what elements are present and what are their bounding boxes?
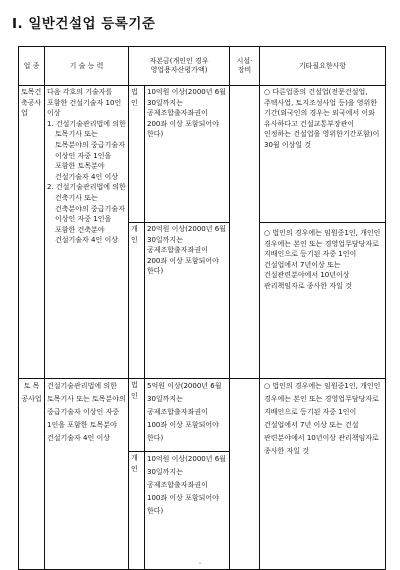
type-cell: 토목건축공사업: [19, 86, 45, 379]
facility-cell: [230, 86, 260, 379]
type-cell: 토 목 공사업: [19, 379, 45, 570]
facility-cell: [230, 379, 260, 570]
org-cell: 법인: [129, 379, 145, 452]
page-number-mark: -: [199, 560, 202, 567]
header-facility: 시설·장비: [230, 47, 260, 86]
table-row: [19, 379, 386, 452]
table-header-row: [19, 47, 386, 86]
page-title: Ⅰ. 일반건설업 등록기준: [12, 16, 156, 32]
header-tech: 기 술 능 력: [45, 47, 129, 86]
org-cell: 개인: [129, 452, 145, 570]
misc-cell: ○ 법인의 경우에는 임원중1인, 개인인 경우에는 본인 또는 경영업무담당자로 지배인으로 등기된 자중 1인이 건설업에서 7년이상 또는 건설관련분야에서 10년이상 관리책임자로 종사한 자일 것: [260, 223, 386, 379]
tech-cell: 건설기술관리법에 의한 토목기사 또는 토목분야의 중급기술자 이상인 자중 1인을 포함한 토목분야 건설기술자 4인 이상: [45, 379, 129, 570]
header-misc: 기타필요한사항: [260, 47, 386, 86]
misc-cell: ○ 법인의 경우에는 임원중1인, 개인인 경우에는 본인 또는 경영업무담당자로 지배인으로 등기된 자중 1인이 건설업에서 7년 이상 또는 건설 관련분야에서 10년이상 관리책임자로 종사한 자일 것: [260, 379, 386, 570]
capital-cell: 20억원 이상(2000년 6월 30일까지는 공제조합출자좌권이 200좌 이상 포함되어야 한다): [145, 223, 230, 379]
capital-cell: 10억원 이상(2000년 6월 30일까지는 공제조합출자좌권이 200좌 이상 포함되어야 한다): [145, 86, 230, 223]
tech-item: 2. 건설기술관리법에 의한 건축기사 또는 건축분야의 중급기술자 이상인 자중 1인을 포함한 건축분야 건설기술자 4인 이상: [47, 183, 126, 245]
org-cell: 법인: [129, 86, 145, 223]
org-cell: 개인: [129, 223, 145, 379]
header-type: 업 종: [19, 47, 45, 86]
table-row: [19, 86, 386, 223]
tech-item: 1. 건설기술관리법에 의한 토목기사 또는 토목분야의 중급기술자 이상인 자중 1인을 포함한 토목분야 건설기술자 4인 이상: [47, 119, 126, 181]
registration-criteria-table: [18, 46, 386, 570]
tech-cell: [45, 86, 129, 379]
header-capital: 자본금(개인인 경우 영업용자산평가액): [129, 47, 230, 86]
capital-cell: 10억원 이상(2000년 6월 30일까지는 공제조합출자좌권이 100좌 이상 포함되어야 한다): [145, 452, 230, 570]
misc-cell: ○ 다른업종의 건설업(전문건설업, 주택사업, 토지조성사업 등)을 영위한 기간(외국인의 경우는 외국에서 이와 유사하다고 건설교통부장관이 인정하는 건설업을 영위한기간포함)이 30월 이상일 것: [260, 86, 386, 223]
capital-cell: 5억원 이상(2000년 6월 30일까지는 공제조합출자좌권이 100좌 이상 포함되어야 한다): [145, 379, 230, 452]
tech-intro: 다음 각호의 기술자를 포함한 건설기술자 10인 이상: [47, 88, 122, 118]
